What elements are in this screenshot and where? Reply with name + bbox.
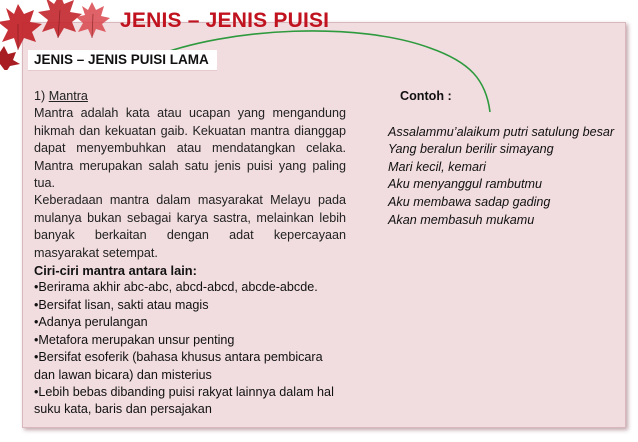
characteristic-item: •Bersifat lisan, sakti atau magis [34, 297, 209, 312]
paragraph-history: Keberadaan mantra dalam masyarakat Melayu pada mulanya bukan sebagai karya sastra, melainkan lebih banyak berkaitan dengan adat kepercayaan masyarakat setempat. [34, 193, 346, 260]
mantra-description [34, 88, 346, 419]
characteristic-item: •Adanya perulangan [34, 315, 148, 330]
mantra-heading [34, 88, 346, 105]
example-poem [388, 88, 633, 229]
poem-line: Assalammu’alaikum putri satulung besar [388, 124, 615, 139]
heading-number: 1) [34, 89, 49, 103]
poem-line: Yang beralun berilir simayang [388, 142, 554, 157]
paragraph-definition: Mantra adalah kata atau ucapan yang mengandung hikmah dan kekuatan gaib. Kekuatan mantra dianggap dapat menyembuhkan atau mendatangkan celaka. Mantra merupakan salah satu jenis puisi yang paling tua. [34, 106, 346, 191]
characteristic-item: •Berirama akhir abc-abc, abcd-abcd, abcde-abcde. [34, 280, 318, 295]
example-label: Contoh : [400, 89, 452, 103]
heading-label: Mantra [48, 89, 88, 103]
slide-title: JENIS – JENIS PUISI [120, 9, 330, 32]
poem-line: Mari kecil, kemari [388, 159, 486, 174]
poem-line: Aku menyanggul rambutmu [388, 177, 543, 192]
characteristic-item: •Metafora merupakan unsur penting [34, 332, 235, 347]
characteristic-item: •Bersifat esoferik (bahasa khusus antara pembicara dan lawan bicara) dan misterius [34, 350, 323, 382]
section-subtitle: JENIS – JENIS PUISI LAMA [28, 50, 217, 71]
poem-line: Akan membasuh mukamu [388, 212, 535, 227]
characteristic-item: •Lebih bebas dibanding puisi rakyat lainnya dalam hal suku kata, baris dan persajakan [34, 384, 334, 417]
characteristics-heading: Ciri-ciri mantra antara lain: [34, 263, 197, 279]
poem-line: Aku membawa sadap gading [388, 194, 551, 209]
